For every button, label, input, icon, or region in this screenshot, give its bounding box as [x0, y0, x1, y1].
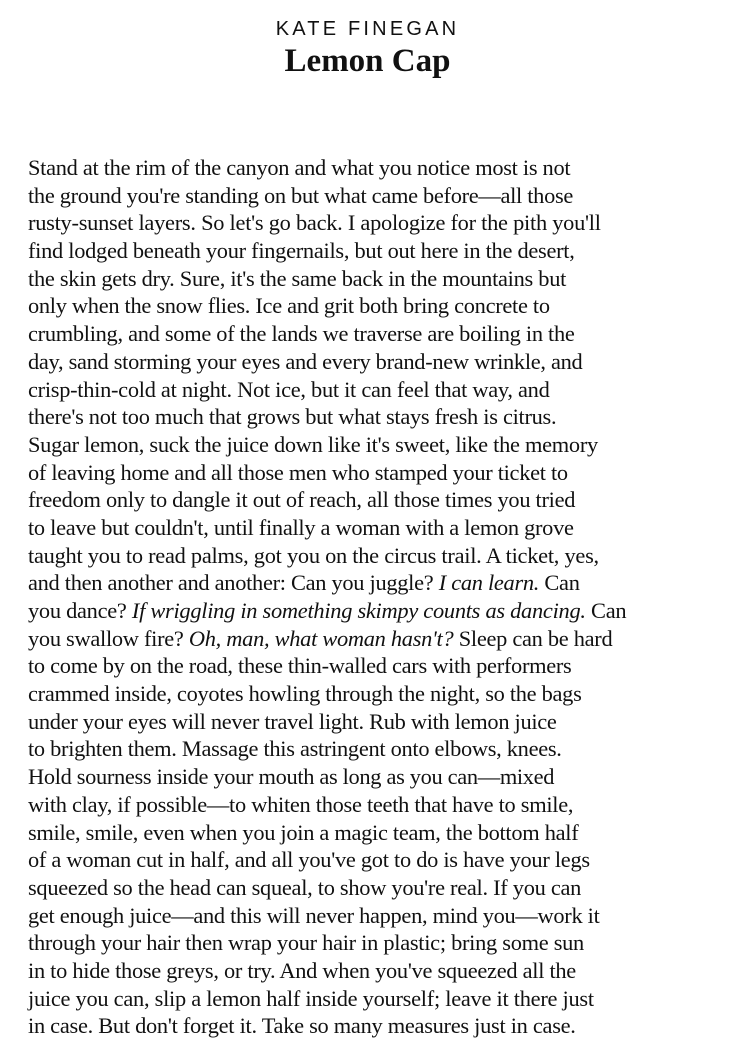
poem-line — [28, 320, 728, 348]
poem-line — [28, 929, 728, 957]
line-text: rusty-sunset layers. So let's go back. I apologize for the pith you'll — [28, 210, 601, 236]
line-text: get enough juice—and this will never happen, mind you—work it — [28, 902, 600, 928]
poem-line — [28, 569, 728, 597]
poem-line — [28, 403, 728, 431]
line-text: of leaving home and all those men who stamped your ticket to — [28, 459, 568, 485]
poem-line — [28, 459, 728, 487]
line-text: smile, smile, even when you join a magic team, the bottom half — [28, 819, 579, 845]
line-text: Stand at the rim of the canyon and what you notice most is not — [28, 155, 571, 180]
poem-line — [28, 154, 728, 182]
poem-line — [28, 542, 728, 570]
line-text: of a woman cut in half, and all you've got to do is have your legs — [28, 847, 590, 873]
poem-line — [28, 209, 728, 237]
poem-line — [28, 431, 728, 459]
poem-title: Lemon Cap — [284, 43, 451, 79]
line-text: find lodged beneath your fingernails, but out here in the desert, — [28, 238, 575, 264]
poem-line — [28, 846, 728, 874]
italic-phrase: I can learn. — [438, 570, 540, 596]
poem-body — [28, 154, 728, 1040]
line-text: in case. But don't forget it. Take so many measures just in case. — [28, 1013, 576, 1039]
poem-line — [28, 514, 728, 542]
line-text: only when the snow flies. Ice and grit both bring concrete to — [28, 293, 550, 319]
line-text: in to hide those greys, or try. And when you've squeezed all the — [28, 957, 576, 983]
poem-line — [28, 182, 728, 210]
poem-line — [28, 680, 728, 708]
poem-line — [28, 597, 728, 625]
line-text: freedom only to dangle it out of reach, all those times you tried — [28, 487, 576, 513]
line-text: Can — [539, 570, 580, 596]
line-text: to leave but couldn't, until finally a woman with a lemon grove — [28, 514, 574, 540]
poem-line — [28, 708, 728, 736]
line-text: you swallow fire? — [28, 625, 189, 651]
line-text: crammed inside, coyotes howling through the night, so the bags — [28, 681, 582, 707]
line-text: through your hair then wrap your hair in plastic; bring some sun — [28, 930, 584, 956]
line-text: you dance? — [28, 598, 132, 623]
line-text: there's not too much that grows but what stays fresh is citrus. — [28, 404, 557, 430]
line-text: the skin gets dry. Sure, it's the same back in the mountains but — [28, 265, 567, 291]
poem-line — [28, 652, 728, 680]
poem-line — [28, 1012, 728, 1040]
line-text: and then another and another: Can you juggle? — [28, 570, 439, 596]
poem-line — [28, 791, 728, 819]
poem-line — [28, 763, 728, 791]
poem-line — [28, 292, 728, 320]
poem-line — [28, 902, 728, 930]
poem-line — [28, 486, 728, 514]
italic-phrase: If wriggling in something skimpy counts as dancing. — [131, 598, 586, 623]
poem-line — [28, 957, 728, 985]
poem-line — [28, 735, 728, 763]
poem-line — [28, 819, 728, 847]
line-text: Hold sourness inside your mouth as long as you can—mixed — [28, 764, 555, 790]
line-text: juice you can, slip a lemon half inside yourself; leave it there just — [28, 985, 594, 1011]
line-text: the ground you're standing on but what came before—all those — [28, 182, 574, 208]
line-text: under your eyes will never travel light. Rub with lemon juice — [28, 708, 557, 734]
poem-line — [28, 874, 728, 902]
poem-line — [28, 237, 728, 265]
author-name: KATE FINEGAN — [275, 18, 460, 40]
line-text: with clay, if possible—to whiten those teeth that have to smile, — [28, 791, 574, 817]
line-text: Sugar lemon, suck the juice down like it's sweet, like the memory — [28, 431, 598, 457]
line-text: Can — [585, 598, 627, 623]
poem-line — [28, 376, 728, 404]
line-text: Sleep can be hard — [453, 625, 613, 651]
line-text: day, sand storming your eyes and every brand-new wrinkle, and — [28, 348, 583, 374]
poem-line — [28, 265, 728, 293]
line-text: crumbling, and some of the lands we traverse are boiling in the — [28, 321, 575, 347]
poem-line — [28, 348, 728, 376]
poem-line — [28, 985, 728, 1013]
line-text: taught you to read palms, got you on the circus trail. A ticket, yes, — [28, 542, 599, 568]
line-text: crisp-thin-cold at night. Not ice, but it can feel that way, and — [28, 376, 550, 402]
line-text: squeezed so the head can squeal, to show you're real. If you can — [28, 874, 582, 900]
poem-line — [28, 625, 728, 653]
line-text: to brighten them. Massage this astringent onto elbows, knees. — [28, 736, 562, 762]
italic-phrase: Oh, man, what woman hasn't? — [188, 625, 454, 651]
line-text: to come by on the road, these thin-walled cars with performers — [28, 653, 572, 679]
